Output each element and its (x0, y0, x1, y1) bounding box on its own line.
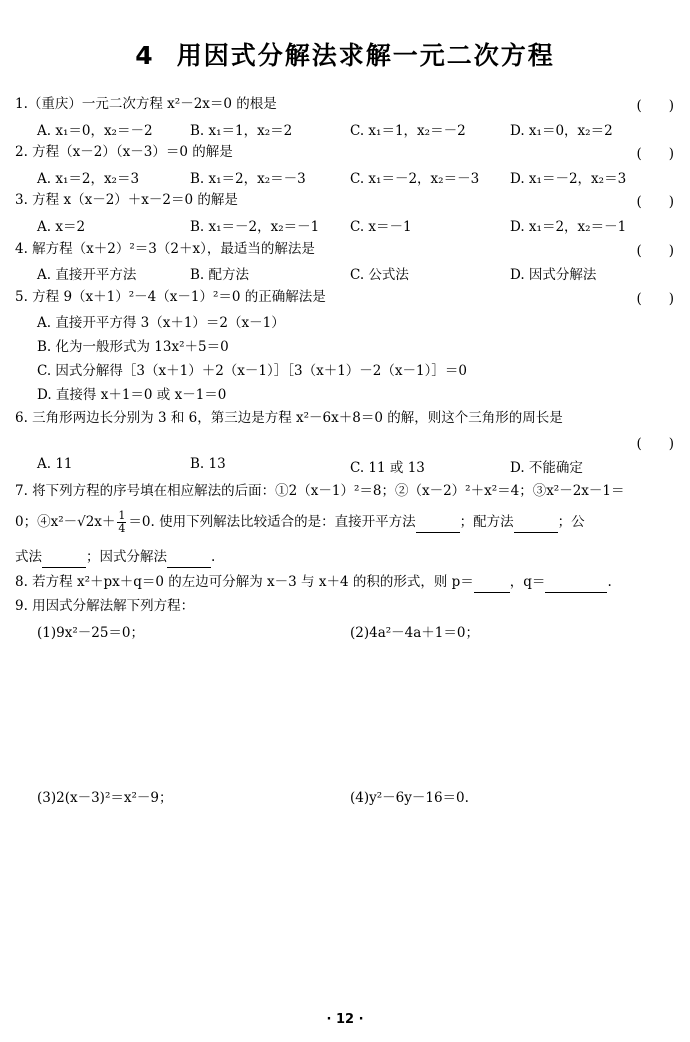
answer-blank-p[interactable] (474, 572, 510, 593)
q2-answer-bracket: ( ) (636, 146, 674, 162)
q4-option-c: C. 公式法 (350, 267, 409, 283)
q4-option-d: D. 因式分解法 (510, 267, 597, 283)
q6-option-c: C. 11 或 13 (350, 460, 425, 476)
q7-line2-text-b: ＝0. 使用下列解法比较适合的是：直接开平方法 (128, 514, 416, 530)
q3-option-a: A. x＝2 (37, 219, 86, 235)
q8-text-a: 8. 若方程 x²＋px＋q＝0 的左边可分解为 x－3 与 x＋4 的积的形式，则 p＝ (15, 574, 474, 590)
q5-stem: 5. 方程 9（x＋1）²－4（x－1）²＝0 的正确解法是 (15, 289, 326, 305)
q8-line (15, 572, 675, 593)
answer-blank-factorization[interactable] (167, 547, 211, 568)
q1-option-a: A. x₁＝0，x₂＝－2 (37, 123, 153, 139)
answer-blank-completing-square[interactable] (514, 512, 558, 533)
q1-answer-bracket: ( ) (636, 98, 674, 114)
answer-blank-direct-sqrt[interactable] (416, 512, 460, 533)
q4-answer-bracket: ( ) (636, 243, 674, 259)
q8-text-b: ，q＝ (509, 574, 546, 590)
q9-part-1: (1)9x²－25＝0； (37, 625, 145, 641)
q2-option-b: B. x₁＝2，x₂＝－3 (190, 171, 306, 187)
q5-answer-bracket: ( ) (636, 291, 674, 307)
q7-line2-text-a: 0；④x²－√2x＋ (15, 514, 116, 530)
q4-option-a: A. 直接开平方法 (37, 267, 137, 283)
q6-answer-bracket: ( ) (636, 436, 674, 452)
q6-stem: 6. 三角形两边长分别为 3 和 6，第三边是方程 x²－6x＋8＝0 的解，则这个三角形的周长是 (15, 410, 563, 426)
q7-line2-text-d: ；公 (557, 514, 585, 530)
q7-line3-text-a: 式法 (15, 549, 42, 565)
section-number: 4 (135, 41, 155, 70)
q8-text-c: . (607, 574, 612, 590)
q9-part-4: (4)y²－6y－16＝0. (350, 790, 469, 806)
q9-part-2: (2)4a²－4a＋1＝0； (350, 625, 479, 641)
q5-option-b: B. 化为一般形式为 13x²＋5＝0 (37, 339, 229, 355)
fraction-numerator: 1 (118, 509, 126, 522)
fraction-one-quarter (117, 510, 126, 535)
q1-stem: 1.（重庆）一元二次方程 x²－2x＝0 的根是 (15, 96, 277, 112)
q2-option-d: D. x₁＝－2，x₂＝3 (510, 171, 627, 187)
q3-option-c: C. x＝－1 (350, 219, 412, 235)
q3-option-d: D. x₁＝2，x₂＝－1 (510, 219, 627, 235)
q9-stem: 9. 用因式分解法解下列方程： (15, 598, 195, 614)
q6-option-b: B. 13 (190, 456, 226, 472)
q1-option-b: B. x₁＝1，x₂＝2 (190, 123, 293, 139)
q6-option-a: A. 11 (37, 456, 73, 472)
answer-blank-formula[interactable] (42, 547, 86, 568)
section-title: 用因式分解法求解一元二次方程 (176, 41, 555, 70)
q2-option-c: C. x₁＝－2，x₂＝－3 (350, 171, 480, 187)
answer-blank-q[interactable] (545, 572, 607, 593)
q4-option-b: B. 配方法 (190, 267, 250, 283)
q2-option-a: A. x₁＝2，x₂＝3 (37, 171, 140, 187)
page-title (0, 36, 690, 72)
q5-option-a: A. 直接开平方得 3（x＋1）＝2（x－1） (37, 315, 285, 331)
q7-line2 (15, 510, 675, 535)
q4-stem: 4. 解方程（x＋2）²＝3（2＋x），最适当的解法是 (15, 241, 315, 257)
q7-line3 (15, 547, 675, 568)
q7-line2-text-c: ；配方法 (459, 514, 514, 530)
page-number: · 12 · (326, 1012, 364, 1027)
q3-answer-bracket: ( ) (636, 194, 674, 210)
q7-line3-text-b: ；因式分解法 (86, 549, 167, 565)
q7-line3-text-c: . (211, 549, 216, 565)
fraction-denominator: 4 (118, 522, 126, 535)
q1-option-d: D. x₁＝0，x₂＝2 (510, 123, 613, 139)
q2-stem: 2. 方程（x－2）（x－3）＝0 的解是 (15, 144, 233, 160)
q9-part-3: (3)2(x－3)²＝x²－9； (37, 790, 173, 806)
q1-option-c: C. x₁＝1，x₂＝－2 (350, 123, 466, 139)
q3-option-b: B. x₁＝－2，x₂＝－1 (190, 219, 320, 235)
q5-option-d: D. 直接得 x＋1＝0 或 x－1＝0 (37, 387, 227, 403)
q3-stem: 3. 方程 x（x－2）＋x－2＝0 的解是 (15, 192, 238, 208)
q7-line1: 7. 将下列方程的序号填在相应解法的后面：①2（x－1）²＝8；②（x－2）²＋x²＝4；③x²－2x－1＝ (15, 483, 625, 499)
q6-option-d: D. 不能确定 (510, 460, 583, 476)
q5-option-c: C. 因式分解得［3（x＋1）＋2（x－1）］［3（x＋1）－2（x－1）］＝0 (37, 363, 467, 379)
